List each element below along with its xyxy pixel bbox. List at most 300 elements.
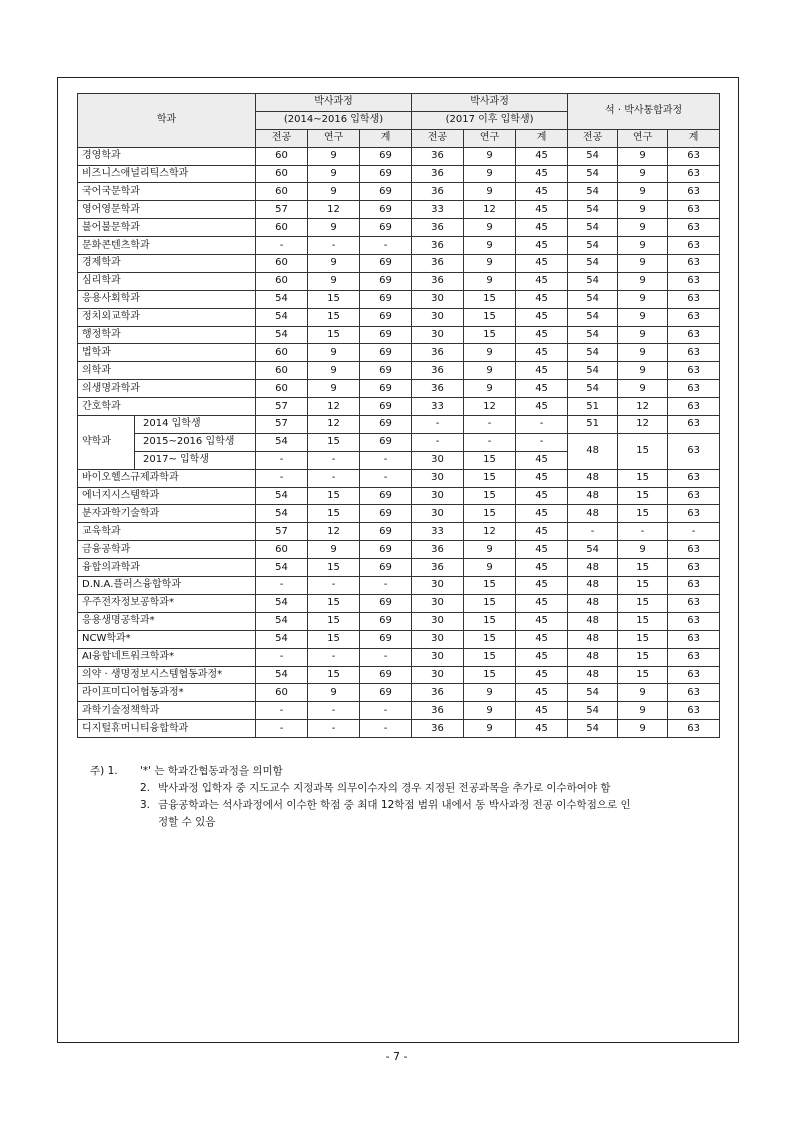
cell: 69 [360, 612, 412, 630]
cell: 60 [256, 684, 308, 702]
cell: - [308, 648, 360, 666]
cell: - [308, 237, 360, 255]
table-row [78, 344, 720, 362]
dept-name: 간호학과 [78, 398, 256, 416]
cell: 9 [464, 183, 516, 201]
dept-name: 법학과 [78, 344, 256, 362]
cell: 15 [308, 308, 360, 326]
cell: 15 [618, 577, 668, 595]
cell: - [360, 451, 412, 469]
table-row [78, 523, 720, 541]
cell: 45 [516, 147, 568, 165]
header-phd-2014-line2: (2014~2016 입학생) [256, 111, 412, 129]
pharmacy-block [78, 416, 720, 470]
cell: 48 [568, 559, 618, 577]
cell: - [360, 577, 412, 595]
table-row [78, 237, 720, 255]
dept-name: 심리학과 [78, 272, 256, 290]
subheader: 계 [516, 129, 568, 147]
cell: 9 [464, 147, 516, 165]
note-text: 금융공학과는 석사과정에서 이수한 학점 중 최대 12학점 범위 내에서 동 박사과정 전공 이수학점으로 인 [158, 799, 631, 811]
cell: 30 [412, 648, 464, 666]
cell: 69 [360, 666, 412, 684]
cell: 30 [412, 326, 464, 344]
cell: - [256, 648, 308, 666]
cell: 69 [360, 684, 412, 702]
cell: 54 [256, 666, 308, 684]
cell: 15 [308, 326, 360, 344]
dept-name: 분자과학기술학과 [78, 505, 256, 523]
cell: 30 [412, 577, 464, 595]
cell: 36 [412, 147, 464, 165]
cell: 30 [412, 308, 464, 326]
cell: 9 [308, 219, 360, 237]
cell: 15 [618, 648, 668, 666]
cell: 30 [412, 594, 464, 612]
cell: 54 [256, 612, 308, 630]
dept-name: 과학기술정책학과 [78, 702, 256, 720]
table-row [78, 612, 720, 630]
cell: 15 [618, 469, 668, 487]
cell: 54 [256, 505, 308, 523]
cell: 54 [568, 255, 618, 273]
cell: 15 [464, 326, 516, 344]
cell: 45 [516, 380, 568, 398]
cell: 15 [308, 433, 360, 451]
cell: 9 [308, 684, 360, 702]
cell: 45 [516, 290, 568, 308]
pharmacy-sub-label: 2014 입학생 [135, 416, 256, 434]
cell: 69 [360, 308, 412, 326]
cell: 54 [256, 326, 308, 344]
cell: 63 [668, 612, 720, 630]
merged-cell: 48 [568, 433, 618, 469]
cell: 9 [308, 255, 360, 273]
table-row [78, 326, 720, 344]
cell: 48 [568, 487, 618, 505]
table-row [78, 720, 720, 738]
cell: 54 [256, 308, 308, 326]
cell: 15 [308, 290, 360, 308]
cell: 54 [568, 219, 618, 237]
table-row [78, 416, 720, 434]
cell: 54 [568, 362, 618, 380]
cell: 9 [464, 272, 516, 290]
table-row [78, 380, 720, 398]
cell: 69 [360, 362, 412, 380]
table-row [78, 684, 720, 702]
cell: 63 [668, 308, 720, 326]
header-phd-2014-line1: 박사과정 [256, 94, 412, 112]
cell: 15 [618, 505, 668, 523]
table-row [78, 272, 720, 290]
cell: 45 [516, 308, 568, 326]
table-row [78, 541, 720, 559]
table-row [78, 666, 720, 684]
dept-name: 에너지시스템학과 [78, 487, 256, 505]
cell: 36 [412, 684, 464, 702]
cell: 60 [256, 541, 308, 559]
cell: 36 [412, 362, 464, 380]
cell: 36 [412, 541, 464, 559]
cell: 12 [308, 416, 360, 434]
cell: 63 [668, 362, 720, 380]
cell: 54 [568, 326, 618, 344]
cell: 54 [256, 594, 308, 612]
table-row [78, 219, 720, 237]
cell: 12 [464, 398, 516, 416]
cell: 60 [256, 183, 308, 201]
cell: 45 [516, 255, 568, 273]
cell: - [464, 433, 516, 451]
note-text: '*' 는 학과간협동과정을 의미함 [140, 765, 283, 777]
cell: 54 [568, 684, 618, 702]
cell: 45 [516, 219, 568, 237]
cell: 57 [256, 416, 308, 434]
cell: 9 [618, 702, 668, 720]
cell: 54 [568, 380, 618, 398]
cell: 69 [360, 380, 412, 398]
cell: 30 [412, 469, 464, 487]
cell: 30 [412, 451, 464, 469]
table-row [78, 308, 720, 326]
cell: 63 [668, 380, 720, 398]
cell: 36 [412, 380, 464, 398]
cell: 69 [360, 416, 412, 434]
note-number: 2. [140, 782, 151, 794]
dept-name: 금융공학과 [78, 541, 256, 559]
cell: 63 [668, 487, 720, 505]
cell: 9 [308, 165, 360, 183]
cell: 9 [464, 720, 516, 738]
cell: 15 [464, 487, 516, 505]
table-row [78, 577, 720, 595]
table-row [78, 398, 720, 416]
table-row [78, 147, 720, 165]
cell: 54 [568, 183, 618, 201]
cell: 63 [668, 290, 720, 308]
pharmacy-name: 약학과 [78, 416, 135, 470]
cell: 63 [668, 398, 720, 416]
table-body-b [78, 469, 720, 737]
cell: 36 [412, 720, 464, 738]
cell: 54 [568, 308, 618, 326]
pharmacy-sub-label: 2017~ 입학생 [135, 451, 256, 469]
cell: 45 [516, 559, 568, 577]
cell: - [308, 720, 360, 738]
cell: 48 [568, 594, 618, 612]
table-row [78, 469, 720, 487]
cell: 9 [618, 237, 668, 255]
cell: 30 [412, 505, 464, 523]
cell: 63 [668, 201, 720, 219]
cell: 36 [412, 272, 464, 290]
cell: 15 [464, 290, 516, 308]
cell: - [360, 237, 412, 255]
table-row [78, 505, 720, 523]
header-phd-2017-line1: 박사과정 [412, 94, 568, 112]
cell: 69 [360, 147, 412, 165]
cell: 54 [568, 720, 618, 738]
cell: 9 [618, 344, 668, 362]
dept-name: AI융합네트워크학과* [78, 648, 256, 666]
subheader: 연구 [308, 129, 360, 147]
merged-cell: 15 [618, 433, 668, 469]
cell: 60 [256, 344, 308, 362]
cell: - [516, 433, 568, 451]
cell: 51 [568, 398, 618, 416]
cell: 36 [412, 702, 464, 720]
table-row [78, 362, 720, 380]
cell: 45 [516, 344, 568, 362]
cell: 69 [360, 201, 412, 219]
cell: 63 [668, 648, 720, 666]
cell: 48 [568, 469, 618, 487]
cell: 45 [516, 362, 568, 380]
cell: 15 [464, 451, 516, 469]
cell: 63 [668, 219, 720, 237]
cell: 33 [412, 523, 464, 541]
cell: 9 [464, 380, 516, 398]
cell: 45 [516, 451, 568, 469]
cell: 9 [464, 344, 516, 362]
cell: 57 [256, 398, 308, 416]
dept-name: 경영학과 [78, 147, 256, 165]
cell: 54 [568, 147, 618, 165]
cell: 15 [308, 594, 360, 612]
cell: - [668, 523, 720, 541]
cell: 15 [464, 648, 516, 666]
dept-name: 라이프미디어협동과정* [78, 684, 256, 702]
cell: 69 [360, 183, 412, 201]
cell: 15 [464, 577, 516, 595]
cell: 54 [256, 433, 308, 451]
subheader: 계 [668, 129, 720, 147]
cell: 15 [308, 612, 360, 630]
cell: 15 [464, 612, 516, 630]
cell: 48 [568, 612, 618, 630]
cell: 12 [464, 201, 516, 219]
cell: 36 [412, 183, 464, 201]
cell: 15 [618, 612, 668, 630]
cell: 54 [568, 201, 618, 219]
cell: 45 [516, 612, 568, 630]
cell: - [256, 577, 308, 595]
cell: - [256, 451, 308, 469]
cell: - [412, 416, 464, 434]
cell: 45 [516, 702, 568, 720]
cell: 9 [464, 541, 516, 559]
cell: - [412, 433, 464, 451]
table-row [78, 201, 720, 219]
cell: 54 [568, 702, 618, 720]
cell: 48 [568, 577, 618, 595]
table-row [78, 255, 720, 273]
cell: 69 [360, 594, 412, 612]
cell: 15 [618, 559, 668, 577]
cell: - [256, 702, 308, 720]
header-dept: 학과 [78, 94, 256, 148]
dept-name: NCW학과* [78, 630, 256, 648]
cell: 9 [308, 362, 360, 380]
dept-name: D.N.A.플러스융합학과 [78, 577, 256, 595]
credits-table [77, 93, 720, 738]
cell: 63 [668, 702, 720, 720]
cell: 15 [618, 630, 668, 648]
cell: 60 [256, 219, 308, 237]
cell: 45 [516, 577, 568, 595]
cell: 45 [516, 201, 568, 219]
cell: 15 [464, 666, 516, 684]
cell: 54 [256, 290, 308, 308]
cell: - [256, 237, 308, 255]
subheader: 전공 [256, 129, 308, 147]
cell: 9 [618, 362, 668, 380]
table-row [78, 433, 720, 451]
cell: 45 [516, 648, 568, 666]
cell: 57 [256, 523, 308, 541]
cell: 15 [308, 559, 360, 577]
dept-name: 행정학과 [78, 326, 256, 344]
cell: 45 [516, 541, 568, 559]
cell: 15 [464, 308, 516, 326]
cell: 48 [568, 666, 618, 684]
cell: 30 [412, 290, 464, 308]
dept-name: 정치외교학과 [78, 308, 256, 326]
table-row [78, 487, 720, 505]
table-row [78, 559, 720, 577]
cell: 60 [256, 272, 308, 290]
cell: 60 [256, 362, 308, 380]
cell: 15 [464, 630, 516, 648]
cell: 45 [516, 272, 568, 290]
cell: 9 [464, 219, 516, 237]
subheader: 전공 [568, 129, 618, 147]
cell: 30 [412, 612, 464, 630]
cell: 60 [256, 147, 308, 165]
cell: 15 [308, 505, 360, 523]
table-body-a [78, 147, 720, 415]
cell: 63 [668, 505, 720, 523]
cell: 69 [360, 290, 412, 308]
note-number: 3. [140, 799, 151, 811]
cell: 45 [516, 326, 568, 344]
cell: 45 [516, 165, 568, 183]
note-3 [90, 797, 730, 814]
cell: 45 [516, 469, 568, 487]
cell: 36 [412, 559, 464, 577]
dept-name: 국어국문학과 [78, 183, 256, 201]
cell: 9 [618, 183, 668, 201]
cell: 12 [308, 398, 360, 416]
header-integrated: 석 · 박사통합과정 [568, 94, 720, 130]
cell: 12 [308, 523, 360, 541]
cell: 63 [668, 237, 720, 255]
dept-name: 영어영문학과 [78, 201, 256, 219]
cell: - [360, 648, 412, 666]
cell: 51 [568, 416, 618, 434]
dept-name: 비즈니스애널리틱스학과 [78, 165, 256, 183]
cell: - [256, 720, 308, 738]
dept-name: 불어불문학과 [78, 219, 256, 237]
cell: 36 [412, 344, 464, 362]
cell: 63 [668, 147, 720, 165]
cell: 9 [618, 147, 668, 165]
cell: 15 [308, 666, 360, 684]
cell: 9 [464, 362, 516, 380]
merged-cell: 63 [668, 433, 720, 469]
cell: 54 [256, 559, 308, 577]
dept-name: 문화콘텐츠학과 [78, 237, 256, 255]
cell: - [618, 523, 668, 541]
cell: 54 [568, 237, 618, 255]
subheader: 연구 [618, 129, 668, 147]
note-2 [90, 780, 730, 797]
cell: 69 [360, 523, 412, 541]
cell: 69 [360, 326, 412, 344]
table-header [78, 94, 720, 148]
cell: - [360, 469, 412, 487]
cell: 45 [516, 487, 568, 505]
cell: 60 [256, 255, 308, 273]
note-text: 박사과정 입학자 중 지도교수 지정과목 의무이수자의 경우 지정된 전공과목을 추가로 이수하여야 함 [158, 782, 611, 794]
cell: 12 [618, 416, 668, 434]
cell: 9 [464, 684, 516, 702]
cell: 30 [412, 630, 464, 648]
cell: 63 [668, 559, 720, 577]
dept-name: 융합의과학과 [78, 559, 256, 577]
dept-name: 응용사회학과 [78, 290, 256, 308]
cell: 69 [360, 559, 412, 577]
cell: 9 [464, 702, 516, 720]
cell: 45 [516, 720, 568, 738]
cell: - [516, 416, 568, 434]
dept-name: 우주전자정보공학과* [78, 594, 256, 612]
cell: 12 [308, 201, 360, 219]
cell: - [568, 523, 618, 541]
cell: 63 [668, 684, 720, 702]
cell: 45 [516, 505, 568, 523]
cell: - [256, 469, 308, 487]
table-row [78, 648, 720, 666]
cell: 45 [516, 594, 568, 612]
cell: 45 [516, 684, 568, 702]
cell: 9 [618, 720, 668, 738]
cell: 69 [360, 344, 412, 362]
cell: 63 [668, 469, 720, 487]
cell: 48 [568, 505, 618, 523]
cell: 69 [360, 505, 412, 523]
cell: 12 [618, 398, 668, 416]
cell: 69 [360, 255, 412, 273]
cell: 45 [516, 237, 568, 255]
cell: 54 [568, 272, 618, 290]
cell: 15 [464, 594, 516, 612]
cell: - [464, 416, 516, 434]
cell: 9 [308, 344, 360, 362]
cell: 15 [618, 666, 668, 684]
cell: 54 [568, 290, 618, 308]
cell: 9 [308, 147, 360, 165]
cell: 30 [412, 487, 464, 505]
cell: 33 [412, 398, 464, 416]
cell: 69 [360, 219, 412, 237]
pharmacy-sub-label: 2015~2016 입학생 [135, 433, 256, 451]
note-3-cont [90, 814, 730, 831]
cell: 69 [360, 433, 412, 451]
header-phd-2017-line2: (2017 이후 입학생) [412, 111, 568, 129]
cell: 9 [464, 255, 516, 273]
